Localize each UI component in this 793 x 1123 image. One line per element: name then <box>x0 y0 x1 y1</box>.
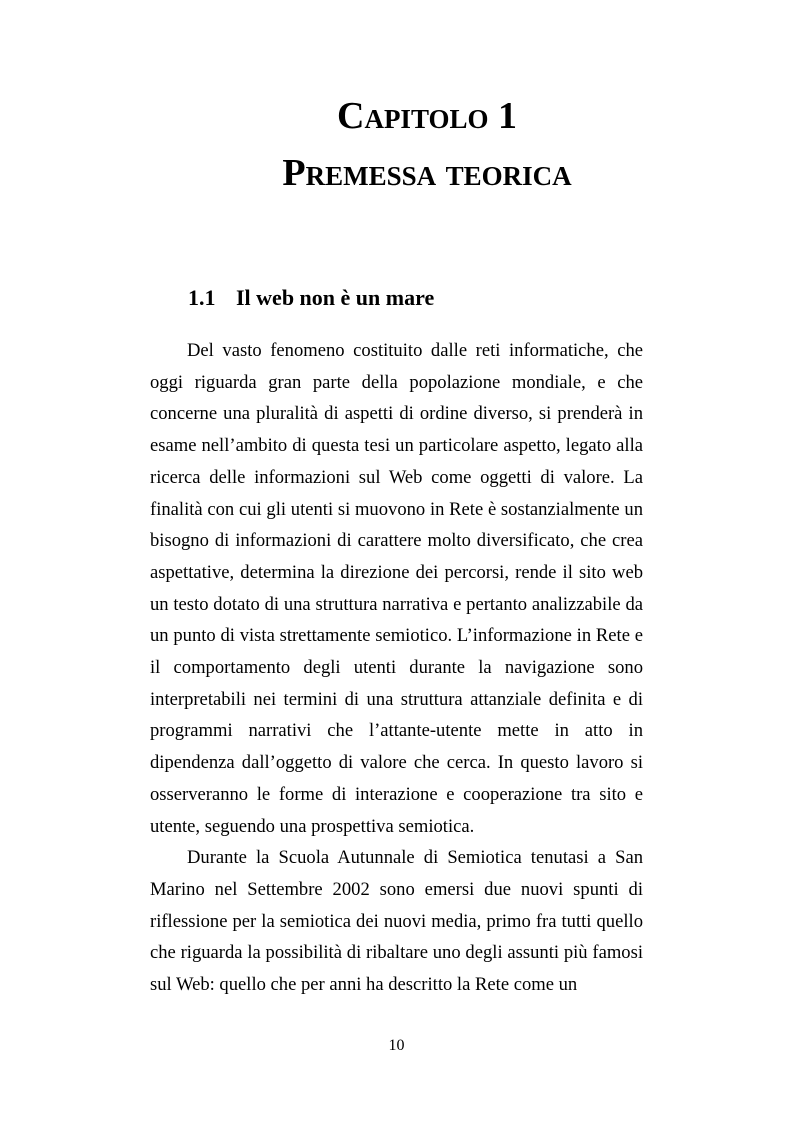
paragraph: Durante la Scuola Autunnale di Semiotica tenutasi a San Marino nel Settembre 2002 sono emersi due nuovi spunti di riflessione per la semiotica dei nuovi media, primo fra tutti quello che riguarda la possibilità di ribaltare uno degli assunti più famosi sul Web: quello che per anni ha descritto la Rete come un <box>150 847 643 996</box>
section-number: 1.1 <box>188 285 216 310</box>
chapter-title-text: Premessa teorica <box>282 152 572 194</box>
chapter-label-text: Capitolo 1 <box>337 95 517 137</box>
page-number: 10 <box>388 1037 405 1054</box>
body-text <box>150 335 643 1001</box>
section-heading <box>188 284 434 312</box>
chapter-label <box>150 96 704 136</box>
section-title: Il web non è un mare <box>236 285 435 310</box>
chapter-title <box>150 153 704 193</box>
paragraph: Del vasto fenomeno costituito dalle reti informatiche, che oggi riguarda gran parte della popolazione mondiale, e che concerne una pluralità di aspetti di ordine diverso, si prenderà in esame nell’ambito di questa tesi un particolare aspetto, legato alla ricerca delle informazioni sul Web come oggetti di valore. La finalità con cui gli utenti si muovono in Rete è sostanzialmente un bisogno di informazioni di carattere molto diversificato, che crea aspettative, determina la direzione dei percorsi, rende il sito web un testo dotato di una struttura narrativa e pertanto analizzabile da un punto di vista strettamente semiotico. L’informazione in Rete e il comportamento degli utenti durante la navigazione sono interpretabili nei termini di una struttura attanziale definita e di programmi narrativi che l’attante-utente mette in atto in dipendenza dall’oggetto di valore che cerca. In questo lavoro si osserveranno le forme di interazione e cooperazione tra sito e utente, seguendo una prospettiva semiotica. <box>150 340 643 837</box>
